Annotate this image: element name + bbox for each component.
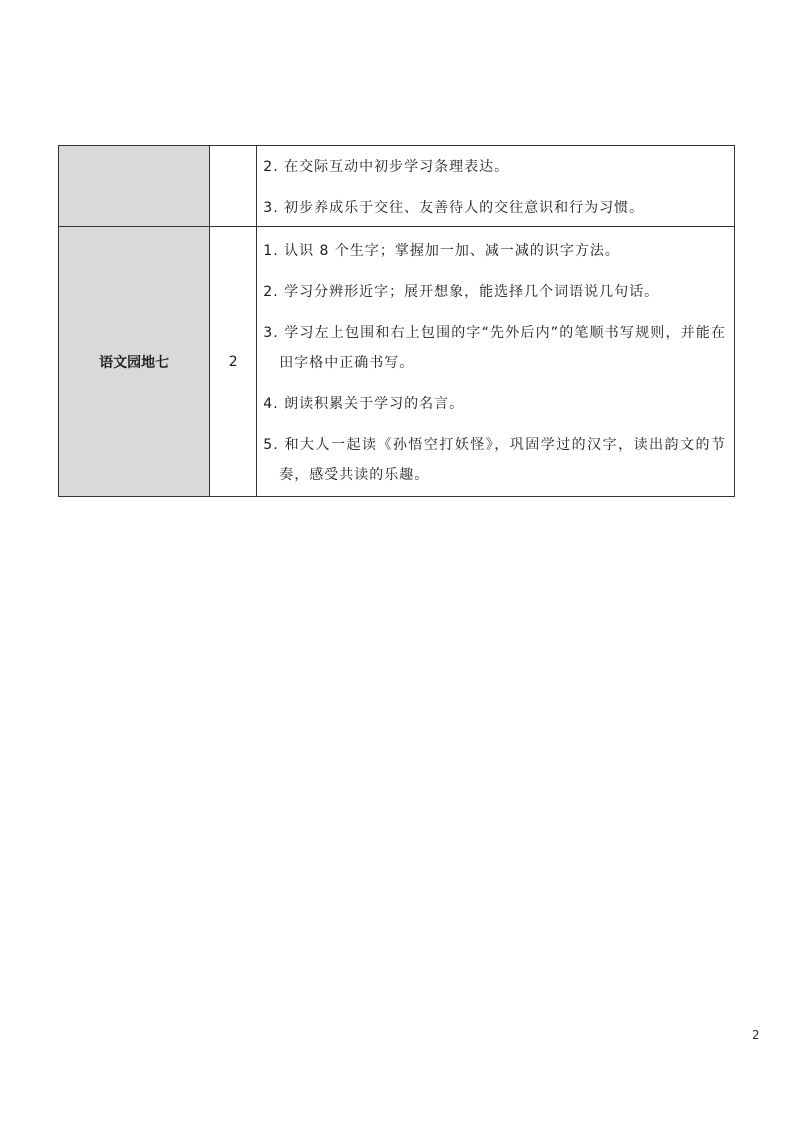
class-hours-cell [210,146,257,227]
unit-name-cell [59,146,210,227]
goal-item: 1. 认识 8 个生字；掌握加一加、减一减的识字方法。 [263,242,620,259]
unit-name-cell: 语文园地七 [59,227,210,497]
goal-item: 2. 学习分辨形近字；展开想象，能选择几个词语说几句话。 [263,283,660,300]
goal-item: 3. 学习左上包围和右上包围的字“先外后内”的笔顺书写规则，并能在田字格中正确书写。 [263,324,726,371]
goal-item: 3. 初步养成乐于交往、友善待人的交往意识和行为习惯。 [263,199,645,216]
goal-item: 4. 朗读积累关于学习的名言。 [263,395,465,412]
goals-cell [257,227,735,497]
lesson-plan-table [58,145,735,497]
goals-cell [257,146,735,227]
goal-item: 5. 和大人一起读《孙悟空打妖怪》，巩固学过的汉字，读出韵文的节奏，感受共读的乐趣。 [263,436,726,483]
class-hours-cell: 2 [210,227,257,497]
table-row [59,146,735,227]
table-row [59,227,735,497]
goal-item: 2. 在交际互动中初步学习条理表达。 [263,158,510,175]
page-number: 2 [752,1028,760,1042]
